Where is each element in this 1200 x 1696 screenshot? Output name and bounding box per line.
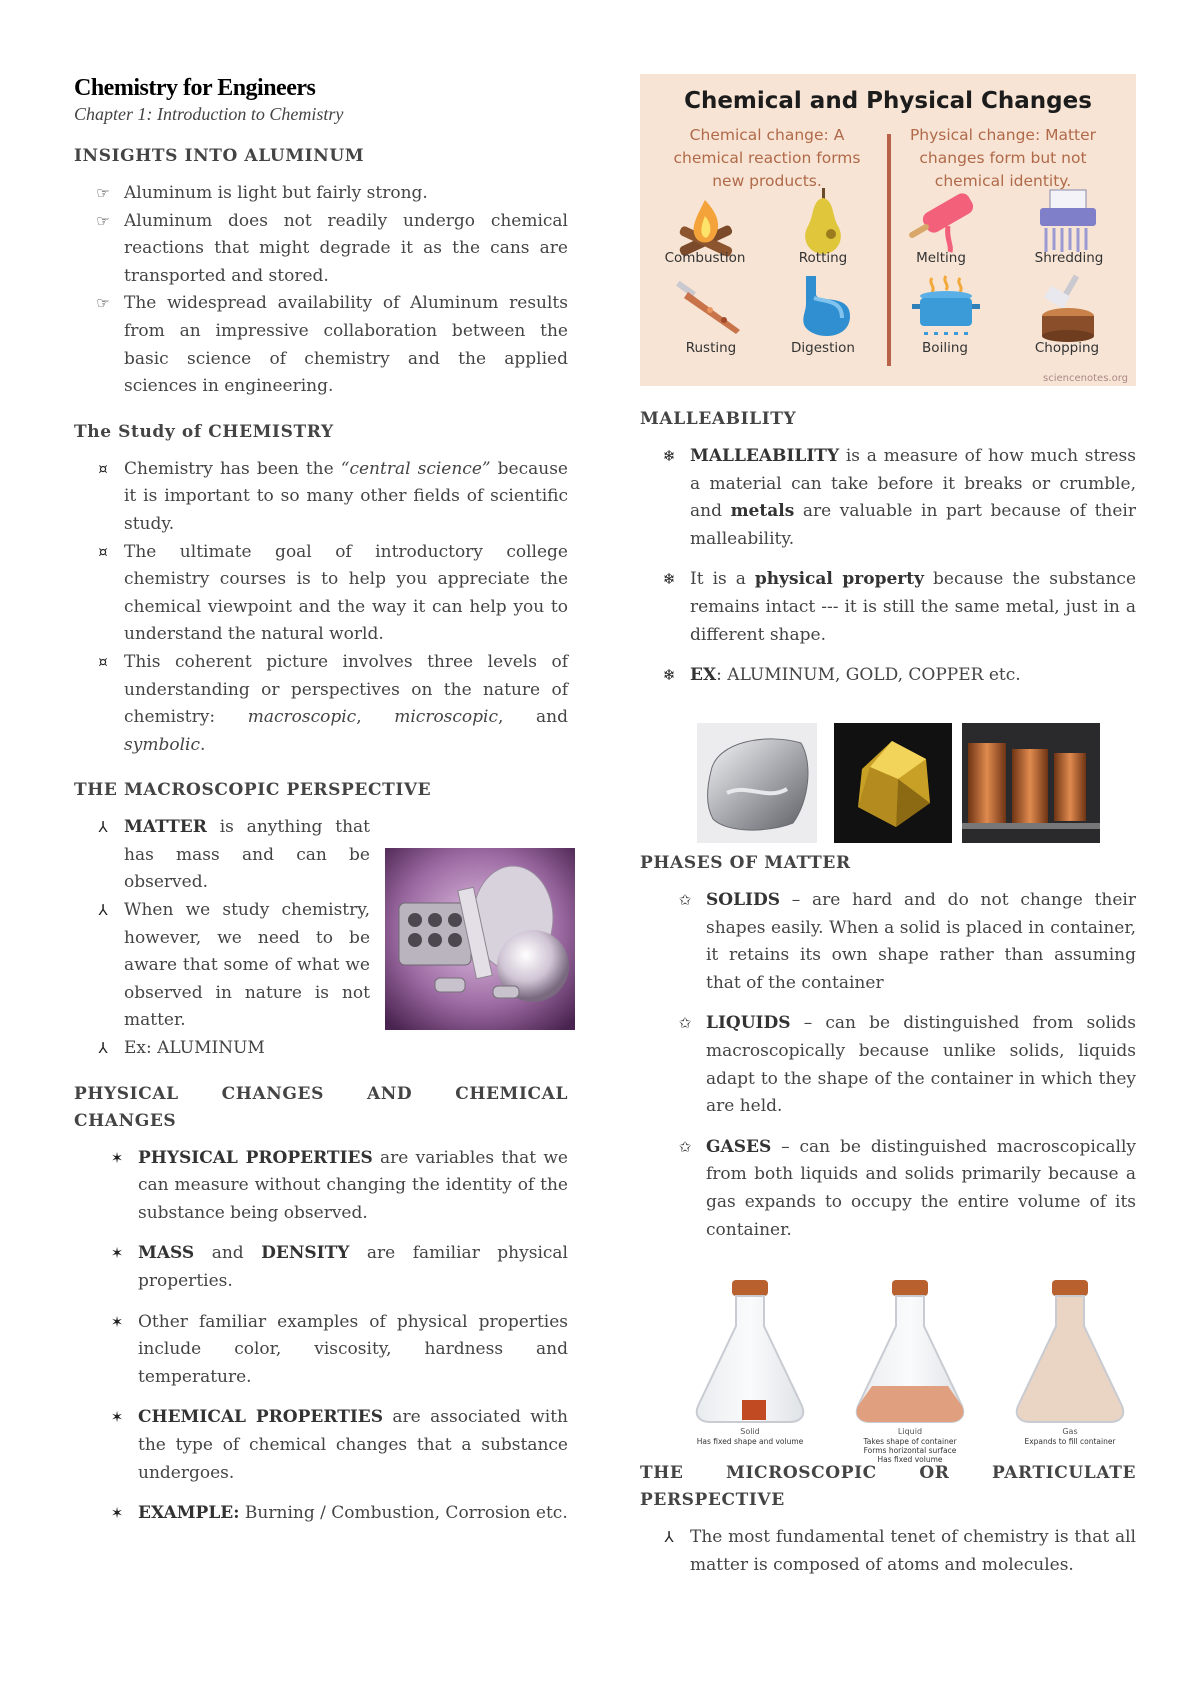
pointing-hand-icon: ☞: [96, 294, 110, 313]
document-subtitle: Chapter 1: Introduction to Chemistry: [74, 104, 344, 124]
currency-sign-icon: ¤: [98, 459, 108, 478]
list-item: ✶ EXAMPLE: Burning / Combustion, Corrosion etc.: [138, 1500, 568, 1528]
label-combustion: Combustion: [664, 250, 746, 266]
list-item: ☞ Aluminum does not readily undergo chemical reactions that might degrade it as the cans are transported and stored.: [124, 208, 568, 291]
snowflake-icon: ❄: [662, 447, 676, 465]
heading-phases: PHASES OF MATTER: [640, 853, 851, 873]
flask-label-gas: Gas: [1062, 1427, 1078, 1436]
label-shredding: Shredding: [1034, 250, 1104, 266]
chopping-icon: [1036, 272, 1102, 344]
label-boiling: Boiling: [922, 340, 968, 356]
heading-changes: PHYSICAL CHANGES AND CHEMICAL CHANGES: [74, 1083, 568, 1131]
chemical-change-caption: Chemical change: A chemical reaction forms new products.: [673, 126, 861, 190]
star-icon: ✶: [110, 1312, 124, 1331]
snowflake-icon: ❄: [662, 570, 676, 589]
aluminum-sample-photo: [697, 723, 817, 843]
currency-sign-icon: ¤: [98, 542, 108, 561]
flask-label-solid: Solid: [740, 1427, 760, 1436]
aluminum-list: [74, 180, 568, 401]
heading-macroscopic: THE MACROSCOPIC PERSPECTIVE: [74, 780, 432, 801]
gold-nugget-photo: [834, 723, 952, 843]
infographic-title: Chemical and Physical Changes: [684, 88, 1092, 114]
star-icon: ✶: [110, 1504, 124, 1523]
chemical-physical-changes-infographic: [640, 74, 1136, 386]
list-item: ☞ The widespread availability of Aluminum results from an impressive collaboration between the basic science of chemistry and the applied sciences in engineering.: [124, 290, 568, 400]
list-item: ❄ It is a physical property because the substance remains intact --- it is still the same metal, just in a different shape.: [690, 566, 1136, 649]
flask-desc-liquid-extra: Forms horizontal surface Has fixed volume: [863, 1446, 957, 1464]
heading-study: The Study of CHEMISTRY: [74, 421, 334, 442]
flask-desc-gas: Expands to fill container: [1024, 1437, 1116, 1446]
list-item: ⅄ The most fundamental tenet of chemistry is that all matter is composed of atoms and molecules.: [690, 1524, 1136, 1579]
star-icon: ✶: [110, 1408, 124, 1427]
melting-popsicle-icon: [902, 186, 982, 258]
list-item: ✶ CHEMICAL PROPERTIES are associated with the type of chemical changes that a substance undergoes.: [138, 1404, 568, 1487]
list-item: ✩ GASES – can be distinguished macroscopically from both liquids and solids primarily because a gas expands to occupy the entire volume of its container.: [706, 1134, 1136, 1244]
heading-malleability: MALLEABILITY: [640, 409, 797, 429]
list-item: ✩ LIQUIDS – can be distinguished from solids macroscopically because unlike solids, liquids adapt to the shape of the container in which they are held.: [706, 1010, 1136, 1120]
label-chopping: Chopping: [1034, 340, 1100, 356]
phases-section: [640, 850, 1136, 1257]
list-item: ⅄ Ex: ALUMINUM: [124, 1035, 524, 1063]
micro-list: [640, 1524, 1136, 1579]
list-item: ✶ PHYSICAL PROPERTIES are variables that we can measure without changing the identity of the substance being observed.: [138, 1145, 568, 1228]
physical-change-caption: Physical change: Matter changes form but not chemical identity.: [909, 126, 1097, 190]
changes-list: [74, 1145, 568, 1528]
star-outline-icon: ✩: [678, 891, 692, 909]
list-item: ✶ Other familiar examples of physical properties include color, viscosity, hardness and temperature.: [138, 1309, 568, 1392]
malleability-list: [640, 443, 1136, 690]
flask-label-liquid: Liquid: [897, 1427, 923, 1436]
aluminum-objects-photo: [385, 848, 575, 1030]
flask-desc-liquid: Takes shape of container: [863, 1437, 957, 1446]
star-icon: ✶: [110, 1148, 124, 1167]
document-title: Chemistry for Engineers: [74, 75, 316, 101]
currency-sign-icon: ¤: [98, 652, 108, 671]
right-column: [640, 400, 1136, 703]
bullet-icon: ⅄: [664, 1528, 674, 1546]
list-item: ⅄ When we study chemistry, however, we need to be aware that some of what we observed in nature is not matter.: [124, 897, 370, 1035]
heading-microscopic: THE MICROSCOPIC OR PARTICULATE PERSPECTIVE: [640, 1463, 1136, 1510]
left-column: [74, 74, 568, 1541]
star-outline-icon: ✩: [678, 1014, 692, 1033]
boiling-pot-icon: [910, 274, 982, 344]
snowflake-icon: ❄: [662, 666, 676, 685]
pointing-hand-icon: ☞: [96, 211, 110, 230]
pointing-hand-icon: ☞: [96, 184, 110, 202]
rotting-pear-icon: [798, 186, 848, 258]
label-rusting: Rusting: [685, 340, 737, 356]
list-item: ❄ MALLEABILITY is a measure of how much stress a material can take before it breaks or crumble, and metals are valuable in part because of their malleability.: [690, 443, 1136, 553]
digestion-stomach-icon: [792, 274, 858, 344]
shredding-icon: [1032, 186, 1104, 258]
list-item: ✩ SOLIDS – are hard and do not change their shapes easily. When a solid is placed in container, it retains its own shape rather than assuming that of the container: [706, 887, 1136, 997]
micro-section: [640, 1460, 1136, 1592]
label-rotting: Rotting: [798, 250, 848, 266]
list-item: ⅄ MATTER is anything that has mass and can be observed.: [124, 814, 370, 897]
infographic-source: sciencenotes.org: [1043, 373, 1128, 384]
list-item: ¤ This coherent picture involves three levels of understanding or perspectives on the nature of chemistry: macroscopic, microscopic, and symbolic.: [124, 649, 568, 759]
flask-desc-solid: Has fixed shape and volume: [696, 1437, 804, 1446]
macro-list: [74, 814, 370, 1062]
bullet-icon: ⅄: [98, 1039, 108, 1058]
phases-flasks-illustration: [690, 1278, 1140, 1448]
phases-list: [640, 887, 1136, 1244]
star-icon: ✶: [110, 1244, 124, 1263]
heading-aluminum: INSIGHTS INTO ALUMINUM: [74, 146, 365, 166]
list-item: ☞ Aluminum is light but fairly strong.: [124, 180, 568, 208]
rusting-nail-icon: [670, 278, 750, 340]
label-melting: Melting: [916, 250, 966, 266]
list-item: ¤ The ultimate goal of introductory college chemistry courses is to help you appreciate the chemical viewpoint and the way it can help you to understand the natural world.: [124, 539, 568, 649]
list-item: ¤ Chemistry has been the “central science” because it is important to so many other fields of scientific study.: [124, 456, 568, 539]
list-item: ✶ MASS and DENSITY are familiar physical properties.: [138, 1240, 568, 1295]
label-digestion: Digestion: [791, 340, 855, 356]
bullet-icon: ⅄: [98, 818, 108, 837]
copper-coils-photo: [962, 723, 1100, 843]
list-item: ❄ EX: ALUMINUM, GOLD, COPPER etc.: [690, 662, 1136, 690]
star-outline-icon: ✩: [678, 1137, 692, 1156]
study-list: [74, 456, 568, 760]
bullet-icon: ⅄: [98, 901, 108, 920]
